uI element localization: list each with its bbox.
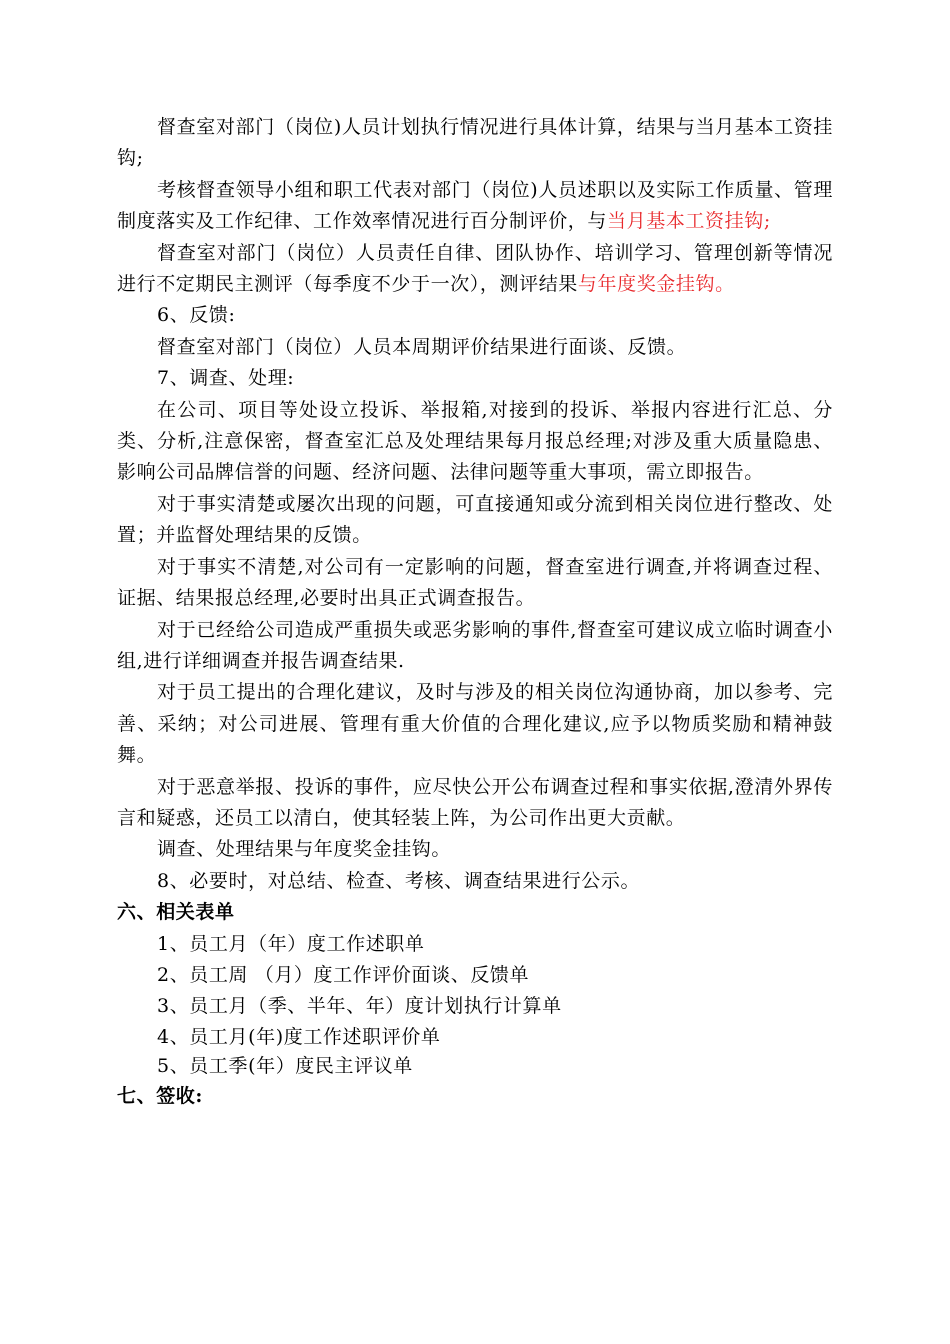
- paragraph-democratic-assessment: [117, 238, 833, 301]
- paragraph-plan-calculation: 督查室对部门（岗位)人员计划执行情况进行具体计算，结果与当月基本工资挂钩;: [117, 116, 833, 170]
- sign-off-heading: 七、签收:: [117, 1084, 204, 1107]
- form-list-item: 1、员工月（年）度工作述职单: [157, 932, 425, 955]
- section-6-body: 督查室对部门（岗位）人员本周期评价结果进行面谈、反馈。: [157, 335, 687, 358]
- section-7-title: 7、调查、处理:: [157, 367, 295, 390]
- document-body: [117, 112, 833, 1112]
- related-forms-heading: 六、相关表单: [117, 901, 235, 924]
- section-7-paragraph: 调查、处理结果与年度奖金挂钩。: [157, 838, 452, 861]
- section-7-paragraph: 对于已经给公司造成严重损失或恶劣影响的事件,督查室可建议成立临时调查小组,进行详细调查并报告调查结果.: [117, 618, 833, 672]
- paragraph-text: 考核督查领导小组和职工代表对部门（岗位)人员述职以及实际工作质量、管理制度落实及工作纪律、工作效率情况进行百分制评价，与: [117, 178, 833, 233]
- form-list-item: 2、员工周 （月）度工作评价面谈、反馈单: [157, 963, 530, 986]
- section-7-paragraph: 对于恶意举报、投诉的事件，应尽快公开公布调查过程和事实依据,澄清外界传言和疑惑，还员工以清白，使其轻装上阵，为公司作出更大贡献。: [117, 775, 833, 829]
- section-7-paragraph: 对于事实不清楚,对公司有一定影响的问题，督查室进行调查,并将调查过程、证据、结果报总经理,必要时出具正式调查报告。: [117, 555, 833, 610]
- form-list-item: 5、员工季(年）度民主评议单: [157, 1054, 413, 1077]
- form-list-item: 3、员工月（季、半年、年）度计划执行计算单: [157, 995, 562, 1018]
- section-6-title: 6、反馈:: [157, 304, 236, 327]
- paragraph-text: 督查室对部门（岗位）人员责任自律、团队协作、培训学习、管理创新等情况进行不定期民主测评（每季度不少于一次），测评结果: [117, 241, 833, 296]
- section-8-item: 8、必要时，对总结、检查、考核、调查结果进行公示。: [157, 869, 641, 892]
- highlighted-text: 与年度奖金挂钩。: [577, 273, 735, 296]
- highlighted-text: 当月基本工资挂钩;: [607, 210, 771, 233]
- form-list-item: 4、员工月(年)度工作述职评价单: [157, 1025, 441, 1048]
- section-7-paragraph: 对于事实清楚或屡次出现的问题，可直接通知或分流到相关岗位进行整改、处置；并监督处理结果的反馈。: [117, 492, 833, 547]
- section-7-paragraph: 在公司、项目等处设立投诉、举报箱,对接到的投诉、举报内容进行汇总、分类、分析,注意保密，督查室汇总及处理结果每月报总经理;对涉及重大质量隐患、影响公司品牌信誉的问题、经济问题、法律问题等重大事项，需立即报告。: [117, 398, 833, 484]
- section-7-paragraph: 对于员工提出的合理化建议，及时与涉及的相关岗位沟通协商，加以参考、完善、采纳；对公司进展、管理有重大价值的合理化建议,应予以物质奖励和精神鼓舞。: [117, 681, 833, 767]
- paragraph-performance-evaluation: [117, 175, 833, 238]
